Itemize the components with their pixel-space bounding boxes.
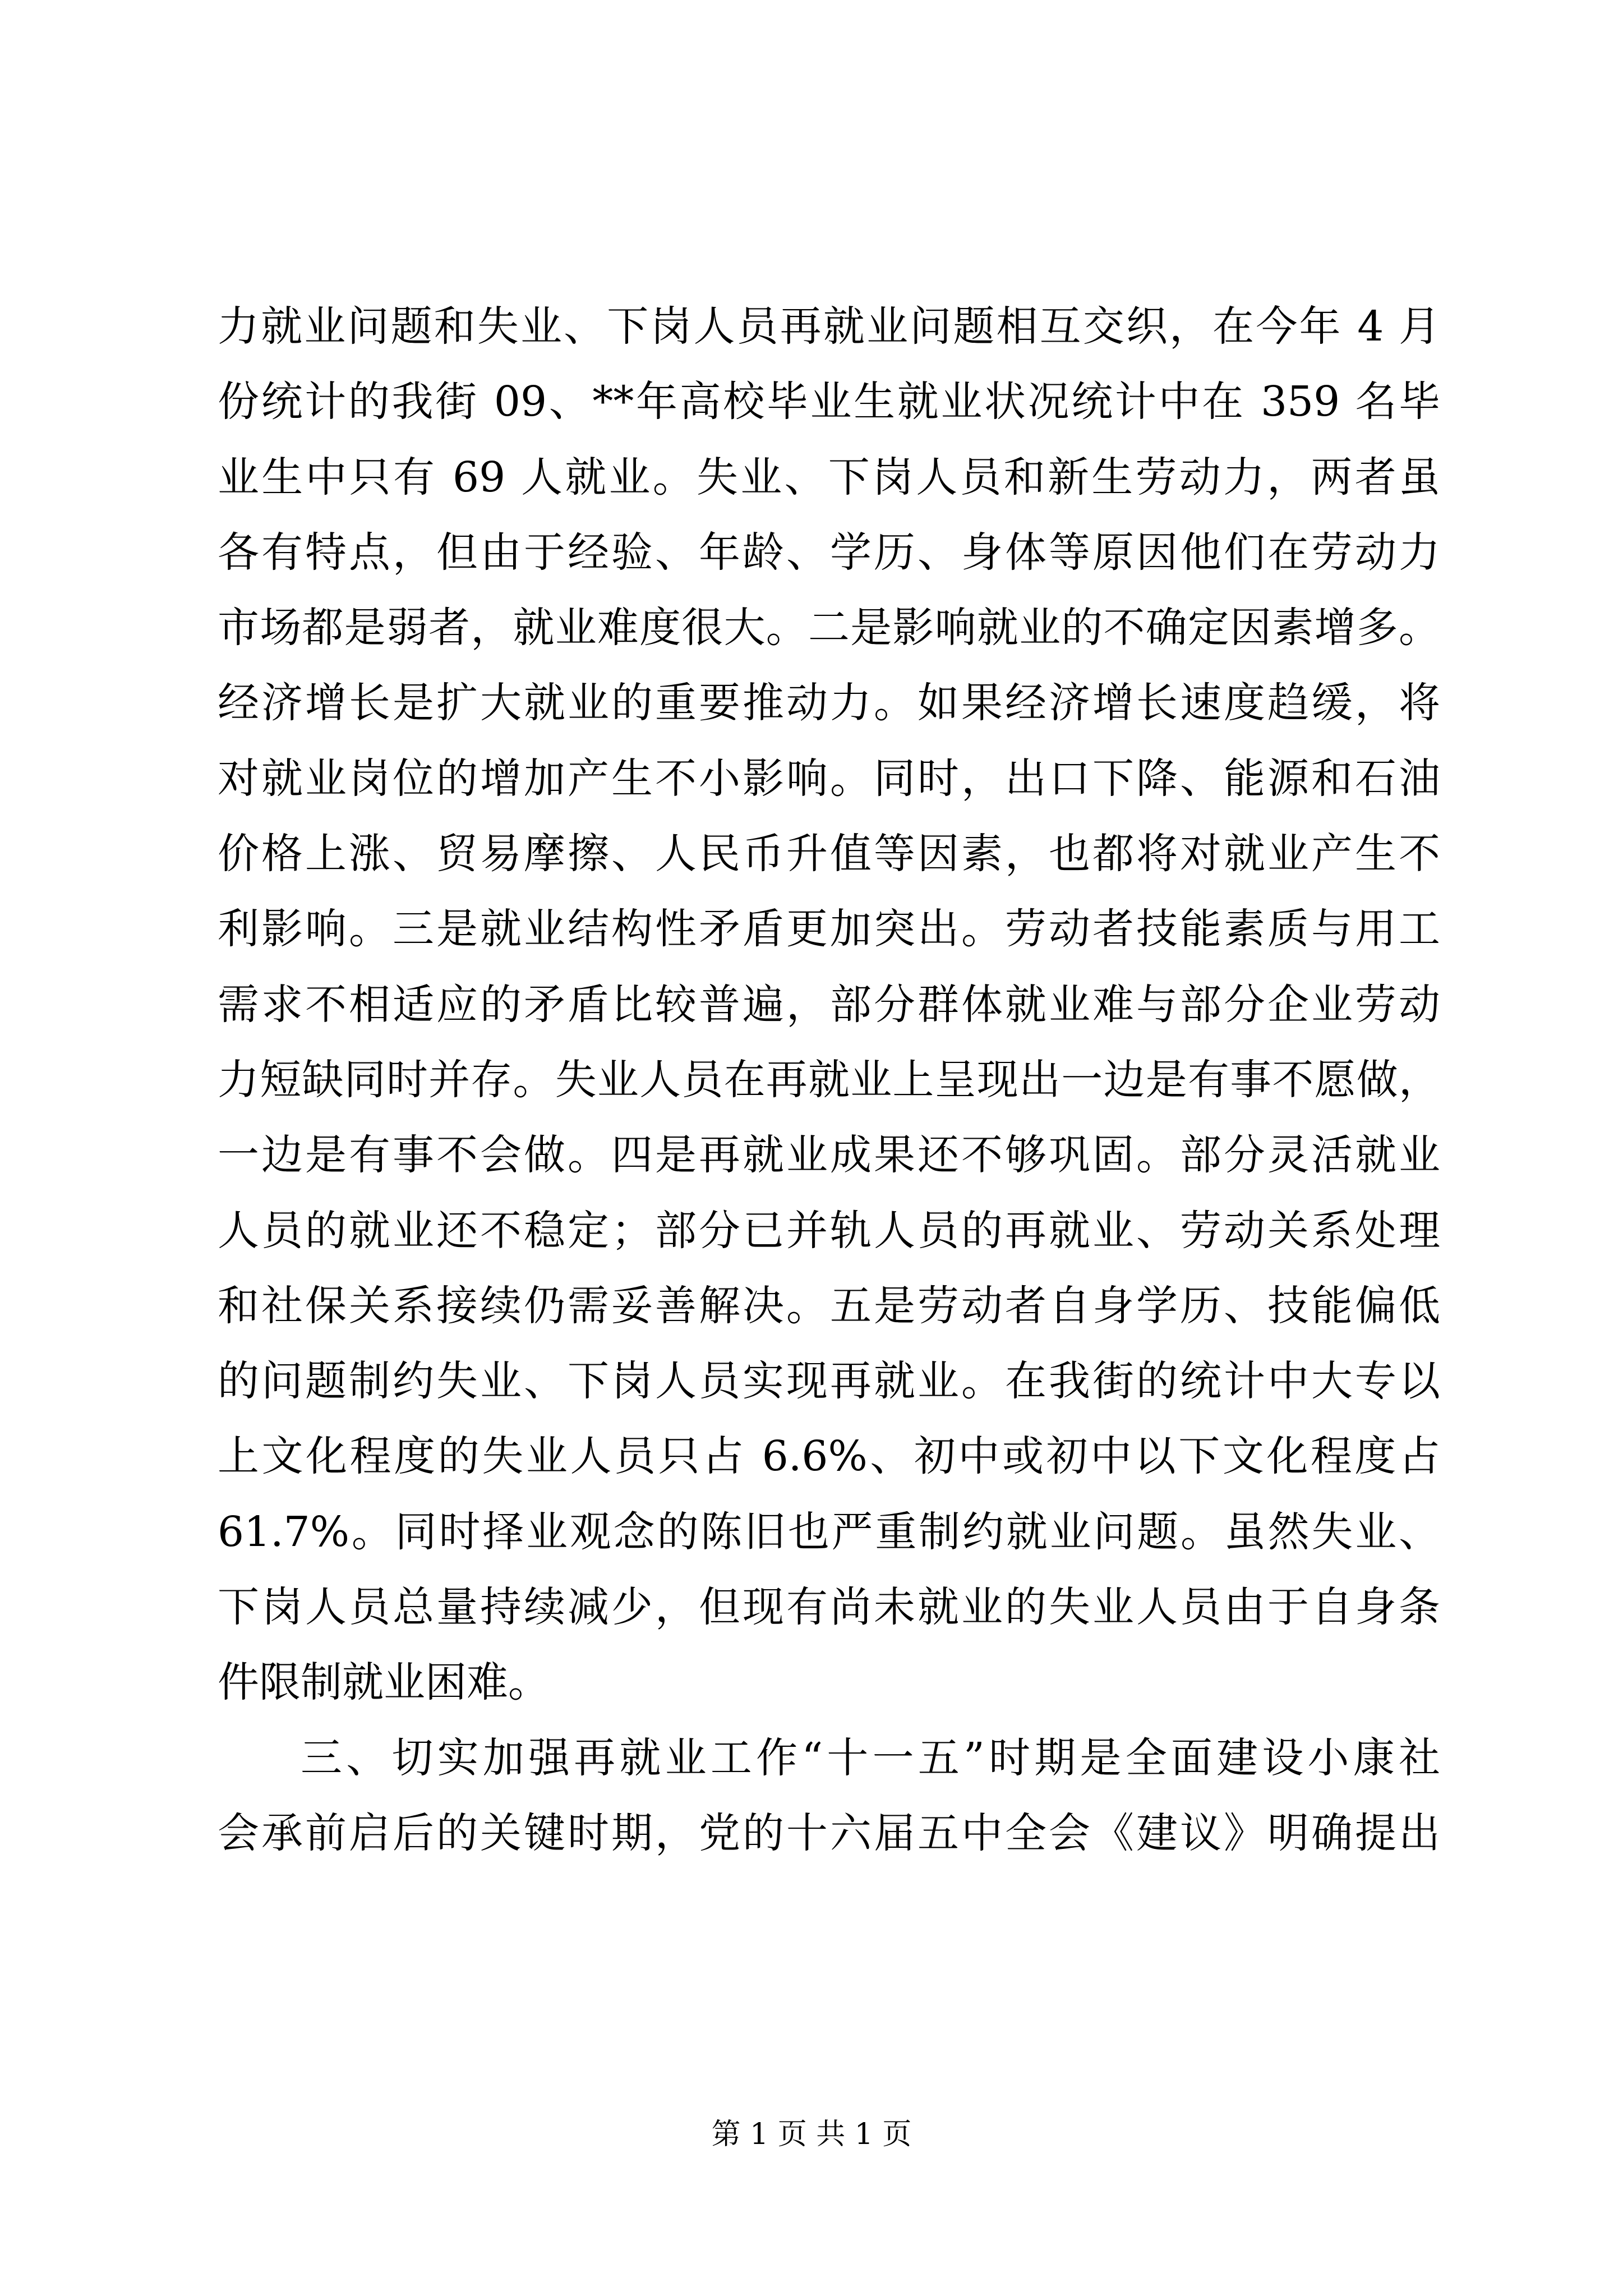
text-line: 会承前启后的关键时期，党的十六届五中全会《建议》明确提出 <box>218 1809 1440 1857</box>
text-line: 经济增长是扩大就业的重要推动力。如果经济增长速度趋缓，将 <box>218 679 1440 728</box>
text-line: 的问题制约失业、下岗人员实现再就业。在我街的统计中大专以 <box>218 1357 1440 1406</box>
text-line: 一边是有事不会做。四是再就业成果还不够巩固。部分灵活就业 <box>218 1131 1440 1180</box>
text-line: 上文化程度的失业人员只占 6.6%、初中或初中以下文化程度占 <box>218 1432 1440 1481</box>
text-line: 份统计的我街 09、**年高校毕业生就业状况统计中在 359 名毕 <box>218 378 1440 426</box>
text-line: 市场都是弱者，就业难度很大。二是影响就业的不确定因素增多。 <box>218 604 1440 652</box>
text-line: 对就业岗位的增加产生不小影响。同时，出口下降、能源和石油 <box>218 754 1440 803</box>
text-line: 利影响。三是就业结构性矛盾更加突出。劳动者技能素质与用工 <box>218 905 1440 954</box>
page-number-label: 第 1 页 共 1 页 <box>711 2118 912 2151</box>
text-line: 需求不相适应的矛盾比较普遍，部分群体就业难与部分企业劳动 <box>218 980 1440 1029</box>
text-line: 61.7%。同时择业观念的陈旧也严重制约就业问题。虽然失业、 <box>218 1507 1440 1556</box>
body-text <box>218 289 1440 1871</box>
text-line: 件限制就业困难。 <box>218 1658 550 1707</box>
text-line: 三、切实加强再就业工作“十一五”时期是全面建设小康社 <box>301 1733 1440 1782</box>
text-line: 力短缺同时并存。失业人员在再就业上呈现出一边是有事不愿做， <box>218 1055 1440 1104</box>
text-line: 力就业问题和失业、下岗人员再就业问题相互交织，在今年 4 月 <box>218 302 1440 351</box>
page-footer <box>0 2110 1623 2152</box>
text-line: 业生中只有 69 人就业。失业、下岗人员和新生劳动力，两者虽 <box>218 453 1440 501</box>
text-line: 价格上涨、贸易摩擦、人民币升值等因素，也都将对就业产生不 <box>218 830 1440 878</box>
text-line: 下岗人员总量持续减少，但现有尚未就业的失业人员由于自身条 <box>218 1583 1440 1632</box>
text-line: 各有特点，但由于经验、年龄、学历、身体等原因他们在劳动力 <box>218 528 1440 577</box>
text-line: 和社保关系接续仍需妥善解决。五是劳动者自身学历、技能偏低 <box>218 1281 1440 1330</box>
text-line: 人员的就业还不稳定；部分已并轨人员的再就业、劳动关系处理 <box>218 1206 1440 1255</box>
